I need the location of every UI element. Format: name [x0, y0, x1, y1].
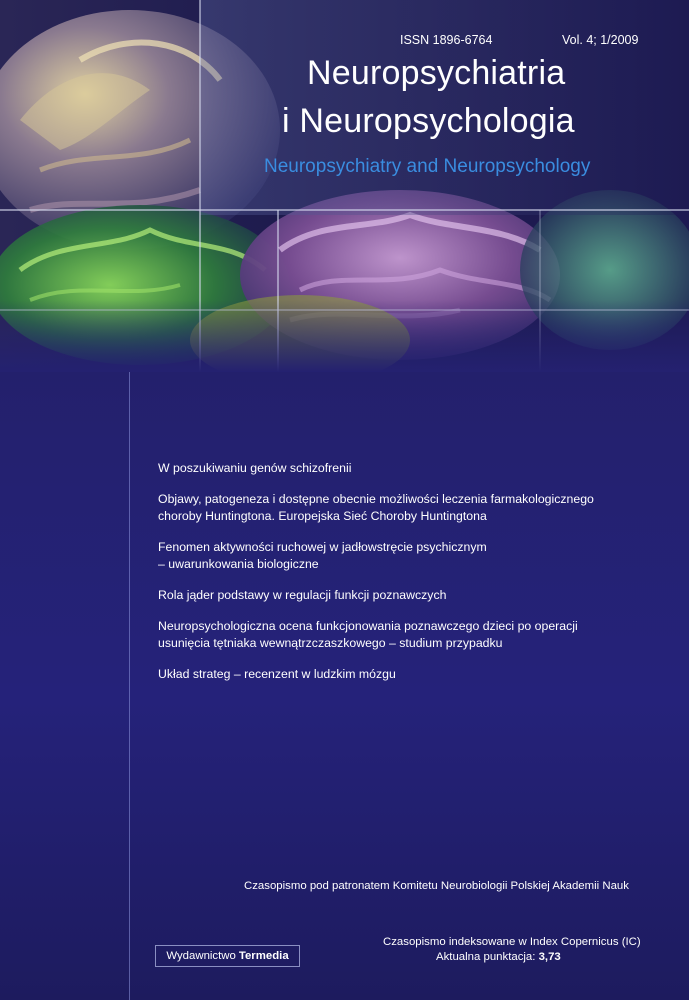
article-title: Układ strateg – recenzent w ludzkim mózgu — [158, 667, 396, 681]
score-note — [436, 951, 561, 963]
volume-issue: Vol. 4; 1/2009 — [562, 33, 639, 47]
article-title: W poszukiwaniu genów schizofrenii — [158, 461, 352, 475]
journal-subtitle-english: Neuropsychiatry and Neuropsychology — [264, 156, 591, 177]
index-note: Czasopismo indeksowane w Index Copernicus (IC) — [383, 936, 641, 948]
journal-title-line2: i Neuropsychologia — [282, 102, 575, 140]
table-of-contents — [158, 460, 658, 697]
article-title: Rola jąder podstawy w regulacji funkcji poznawczych — [158, 588, 447, 602]
article-title: Fenomen aktywności ruchowej w jadłowstręcie psychicznym – uwarunkowania biologiczne — [158, 540, 487, 571]
publisher-prefix: Wydawnictwo — [166, 950, 236, 962]
issn: ISSN 1896-6764 — [400, 33, 493, 47]
publisher-name: Termedia — [238, 950, 289, 962]
vertical-divider — [129, 372, 130, 1000]
score-label: Aktualna punktacja: — [436, 951, 536, 963]
journal-title-line1: Neuropsychiatria — [307, 54, 566, 92]
patronage-note: Czasopismo pod patronatem Komitetu Neurobiologii Polskiej Akademii Nauk — [244, 880, 629, 892]
score-value: 3,73 — [538, 951, 561, 963]
article-title: Neuropsychologiczna ocena funkcjonowania poznawczego dzieci po operacji usunięcia tętniaka wewnątrzczaszkowego – studium przypadku — [158, 619, 578, 650]
artwork-fade — [0, 300, 689, 372]
article-title: Objawy, patogeneza i dostępne obecnie możliwości leczenia farmakologicznego choroby Huntingtona. Europejska Sieć Choroby Huntingtona — [158, 492, 594, 523]
publisher-label — [155, 945, 300, 967]
